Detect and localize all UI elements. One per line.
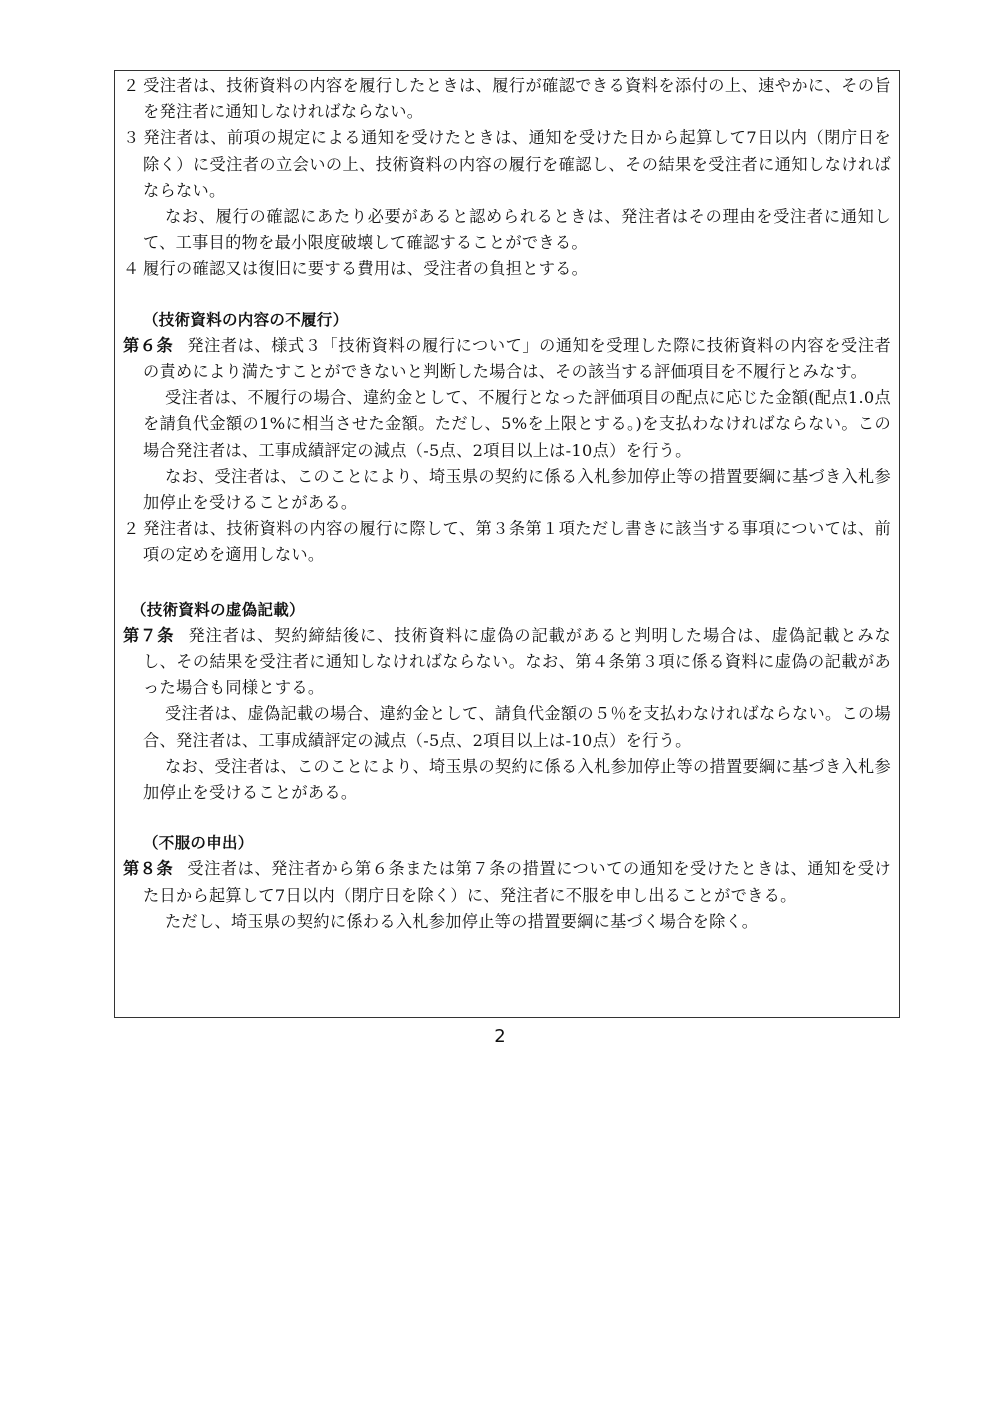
article-6 bbox=[123, 333, 891, 385]
article-text: 発注者は、契約締結後に、技術資料に虚偽の記載があると判明した場合は、虚偽記載とみなし、その結果を受注者に通知しなければならない。なお、第４条第３項に係る資料に虚偽の記載があった場合も同様とする。 bbox=[143, 625, 892, 698]
article-7-continuation-1: 受注者は、虚偽記載の場合、違約金として、請負代金額の５％を支払わなければならない。この場合、発注者は、工事成績評定の減点（-5点、2項目以上は-10点）を行う。 bbox=[143, 704, 891, 750]
article-label: 第７条 bbox=[123, 625, 175, 645]
clause-text: 発注者は、技術資料の内容の履行に際して、第３条第１項ただし書きに該当する事項については、前項の定めを適用しない。 bbox=[143, 519, 891, 565]
clause-number: ３ bbox=[123, 128, 140, 148]
article-7-continuation-2: なお、受注者は、このことにより、埼玉県の契約に係る入札参加停止等の措置要綱に基づき入札参加停止を受けることがある。 bbox=[143, 756, 891, 803]
clause-number: ２ bbox=[123, 519, 140, 539]
clause-text: 発注者は、前項の規定による通知を受けたときは、通知を受けた日から起算して7日以内（閉庁日を除く）に受注者の立会いの上、技術資料の内容の履行を確認し、その結果を受注者に通知しなければならない。 bbox=[143, 128, 891, 200]
article-label: 第８条 bbox=[123, 859, 174, 879]
article-text: 受注者は、発注者から第６条または第７条の措置についての通知を受けたときは、通知を受けた日から起算して7日以内（閉庁日を除く）に、発注者に不服を申し出ることができる。 bbox=[143, 859, 891, 905]
article-8 bbox=[123, 856, 891, 908]
clause-text: 受注者は、技術資料の内容を履行したときは、履行が確認できる資料を添付の上、速やかに、その旨を発注者に通知しなければならない。 bbox=[143, 76, 891, 122]
spacer bbox=[123, 806, 891, 830]
article-text: 発注者は、様式３「技術資料の履行について」の通知を受理した際に技術資料の内容を受注者の責めにより満たすことができないと判断した場合は、その該当する評価項目を不履行とみなす。 bbox=[143, 335, 891, 382]
clause-3-continuation: なお、履行の確認にあたり必要があると認められるときは、発注者はその理由を受注者に通知して、工事目的物を最小限度破壊して確認することができる。 bbox=[143, 207, 891, 253]
clause-text: 履行の確認又は復旧に要する費用は、受注者の負担とする。 bbox=[143, 259, 589, 279]
article-7-heading: （技術資料の虚偽記載） bbox=[131, 600, 305, 619]
clause-4 bbox=[123, 256, 891, 282]
article-6-heading: （技術資料の内容の不履行） bbox=[143, 310, 349, 329]
article-label: 第６条 bbox=[123, 335, 174, 355]
page-number: 2 bbox=[494, 1026, 506, 1047]
article-6-continuation-1: 受注者は、不履行の場合、違約金として、不履行となった評価項目の配点に応じた金額(配点1.0点を請負代金額の1%に相当させた金額。ただし、5%を上限とする。)を支払わなければならない。この場合発注者は、工事成績評定の減点（-5点、2項目以上は-10点）を行う。 bbox=[143, 388, 891, 460]
content-frame bbox=[114, 70, 900, 1018]
spacer bbox=[123, 283, 891, 307]
article-6-clause-2 bbox=[123, 516, 891, 568]
article-7 bbox=[123, 623, 891, 702]
clause-3 bbox=[123, 125, 891, 204]
clause-number: ４ bbox=[123, 259, 140, 279]
spacer bbox=[123, 569, 891, 597]
article-8-continuation: ただし、埼玉県の契約に係わる入札参加停止等の措置要綱に基づく場合を除く。 bbox=[165, 911, 759, 931]
clause-2 bbox=[123, 73, 891, 125]
article-6-continuation-2: なお、受注者は、このことにより、埼玉県の契約に係る入札参加停止等の措置要綱に基づき入札参加停止を受けることがある。 bbox=[143, 466, 891, 513]
article-8-heading: （不服の申出） bbox=[143, 834, 254, 853]
clause-number: ２ bbox=[123, 76, 140, 95]
